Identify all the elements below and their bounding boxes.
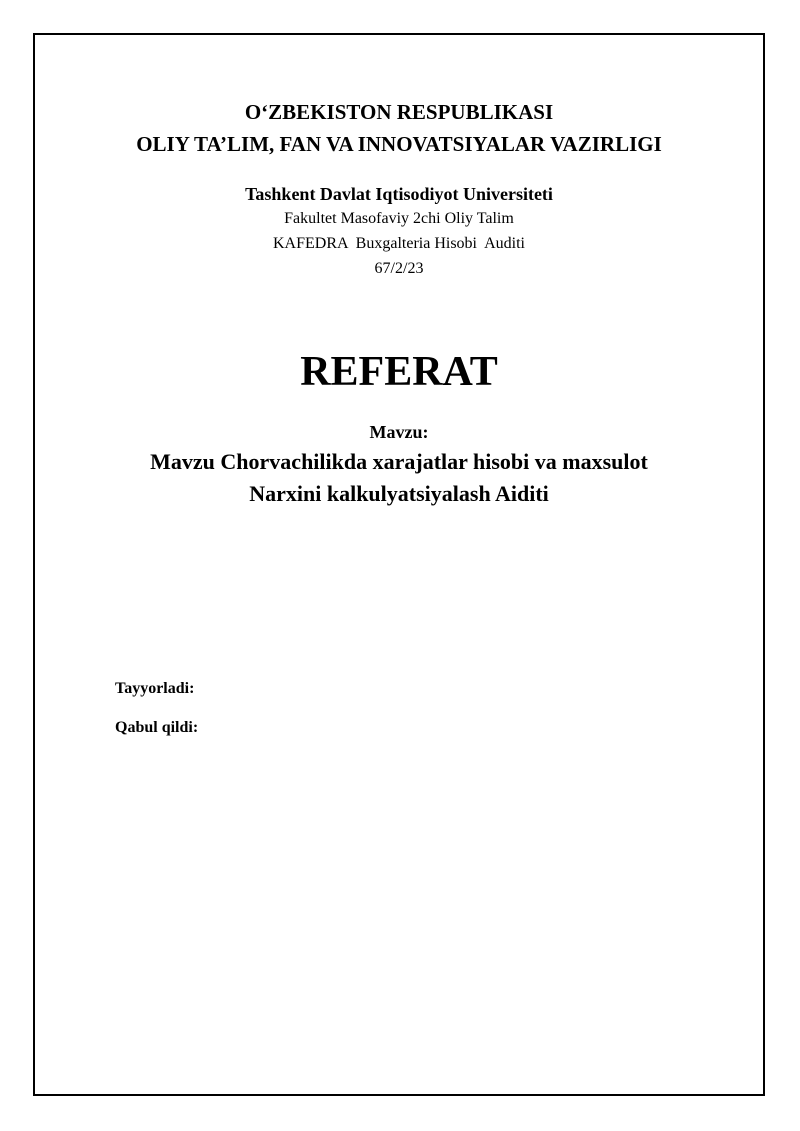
department-name: KAFEDRA Buxgalteria Hisobi Auditi (273, 235, 525, 252)
prepared-by-label: Tayyorladi: (115, 680, 195, 697)
topic-line-1: Mavzu Chorvachilikda xarajatlar hisobi va maxsulot (150, 449, 648, 474)
country-title: O‘ZBEKISTON RESPUBLIKASI (244, 100, 554, 124)
group-number: 67/2/23 (374, 260, 424, 277)
ministry-title: OLIY TA’LIM, FAN VA INNOVATSIYALAR VAZIRLIGI (136, 132, 662, 156)
university-name: Tashkent Davlat Iqtisodiyot Universiteti (245, 184, 553, 204)
accepted-by-label: Qabul qildi: (115, 719, 199, 736)
topic-line-2: Narxini kalkulyatsiyalash Aiditi (249, 481, 549, 506)
document-title: REFERAT (300, 349, 498, 395)
topic-label: Mavzu: (369, 422, 429, 442)
faculty-name: Fakultet Masofaviy 2chi Oliy Talim (284, 210, 514, 227)
